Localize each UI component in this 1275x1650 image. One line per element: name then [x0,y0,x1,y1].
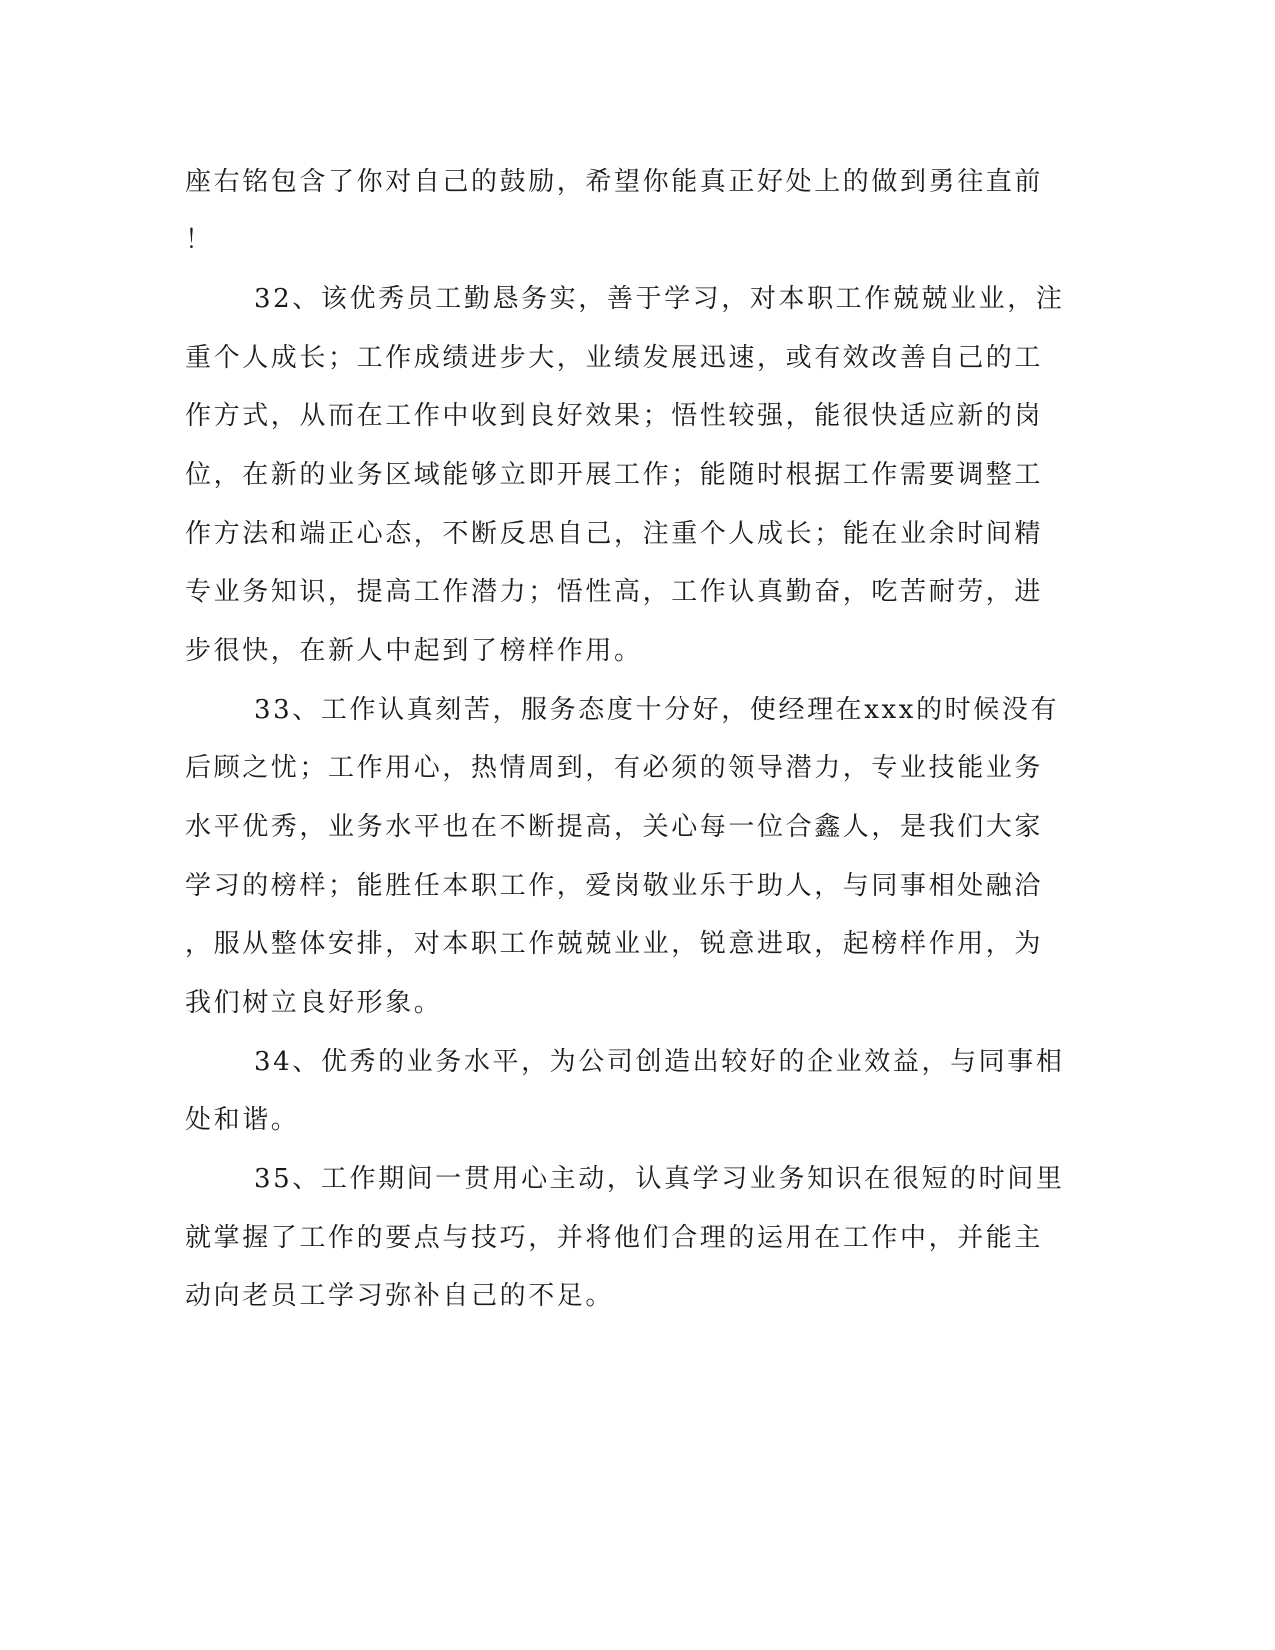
paragraph-33-first-line: 33、工作认真刻苦，服务态度十分好，使经理在xxx的时候没有 [254,695,1060,725]
text-line: 动向老员工学习弥补自己的不足。 [185,1281,615,1311]
paragraph-34-first-line: 34、优秀的业务水平，为公司创造出较好的企业效益，与同事相 [254,1047,1065,1077]
text-line: 处和谐。 [185,1105,300,1135]
text-line: 水平优秀，业务水平也在不断提高，关心每一位合鑫人，是我们大家 [185,812,1044,842]
text-line: 后顾之忧；工作用心，热情周到，有必须的领导潜力，专业技能业务 [185,753,1044,783]
text-line: 专业务知识，提高工作潜力；悟性高，工作认真勤奋，吃苦耐劳，进 [185,577,1044,607]
text-line: 作方法和端正心态，不断反思自己，注重个人成长；能在业余时间精 [185,519,1044,549]
text-line: 我们树立良好形象。 [185,988,443,1018]
text-line: 学习的榜样；能胜任本职工作，爱岗敬业乐于助人，与同事相处融洽 [185,871,1044,901]
text-line: ！ [185,225,214,255]
text-line: 就掌握了工作的要点与技巧，并将他们合理的运用在工作中，并能主 [185,1223,1044,1253]
text-line: 步很快，在新人中起到了榜样作用。 [185,636,643,666]
paragraph-32-first-line: 32、该优秀员工勤恳务实，善于学习，对本职工作兢兢业业，注 [254,284,1065,314]
paragraph-35-first-line: 35、工作期间一贯用心主动，认真学习业务知识在很短的时间里 [254,1164,1065,1194]
text-line: 位，在新的业务区域能够立即开展工作；能随时根据工作需要调整工 [185,460,1044,490]
text-line: 重个人成长；工作成绩进步大，业绩发展迅速，或有效改善自己的工 [185,343,1044,373]
text-line: 作方式，从而在工作中收到良好效果；悟性较强，能很快适应新的岗 [185,401,1044,431]
text-line: 座右铭包含了你对自己的鼓励，希望你能真正好处上的做到勇往直前 [185,167,1044,197]
text-line: ，服从整体安排，对本职工作兢兢业业，锐意进取，起榜样作用，为 [185,929,1044,959]
